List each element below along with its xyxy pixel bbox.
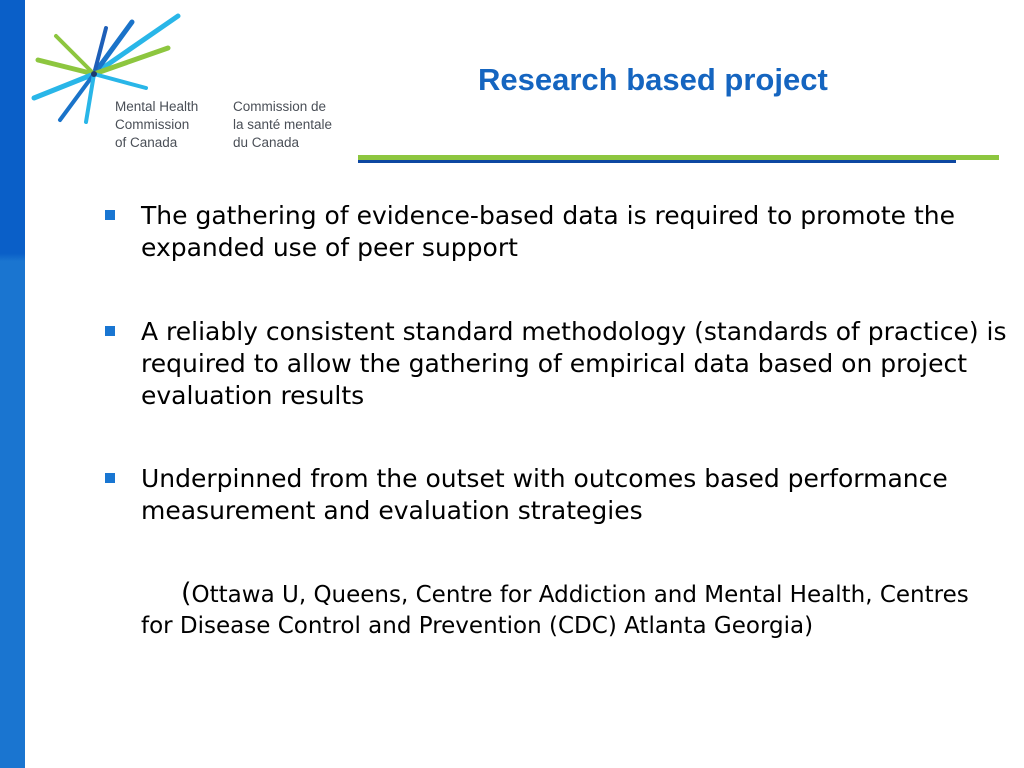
citation-body: Ottawa U, Queens, Centre for Addiction and Mental Health, Centres for Disease Control and Prevention (CDC) Atlanta Georgia) — [141, 582, 969, 639]
side-accent-bar — [0, 0, 25, 768]
bullet-item — [100, 316, 1021, 412]
bullet-square-icon — [105, 210, 115, 220]
logo-line: Commission de — [233, 99, 327, 114]
citation-open-paren: ( — [181, 578, 192, 609]
divider-blue-stripe — [358, 160, 956, 163]
logo-name-english — [115, 98, 198, 152]
logo-name-french — [233, 98, 332, 152]
title-divider — [358, 155, 999, 165]
bullet-item — [100, 463, 1021, 527]
logo-line: of Canada — [115, 135, 178, 150]
mhcc-logo — [28, 10, 358, 160]
bullet-text: Underpinned from the outset with outcomes based performance measurement and evaluation strategies — [141, 464, 948, 525]
bullet-item — [100, 200, 1021, 264]
logo-line: Mental Health — [115, 99, 199, 114]
bullet-square-icon — [105, 326, 115, 336]
slide-title: Research based project — [478, 62, 828, 97]
logo-line: du Canada — [233, 135, 300, 150]
bullet-square-icon — [105, 473, 115, 483]
logo-line: Commission — [115, 117, 190, 132]
bullet-text: A reliably consistent standard methodology (standards of practice) is required to allow the gathering of empirical data based on project evaluation results — [141, 317, 1007, 410]
citation-text — [141, 578, 981, 642]
logo-line: la santé mentale — [233, 117, 333, 132]
bullet-text: The gathering of evidence-based data is required to promote the expanded use of peer support — [141, 201, 955, 262]
